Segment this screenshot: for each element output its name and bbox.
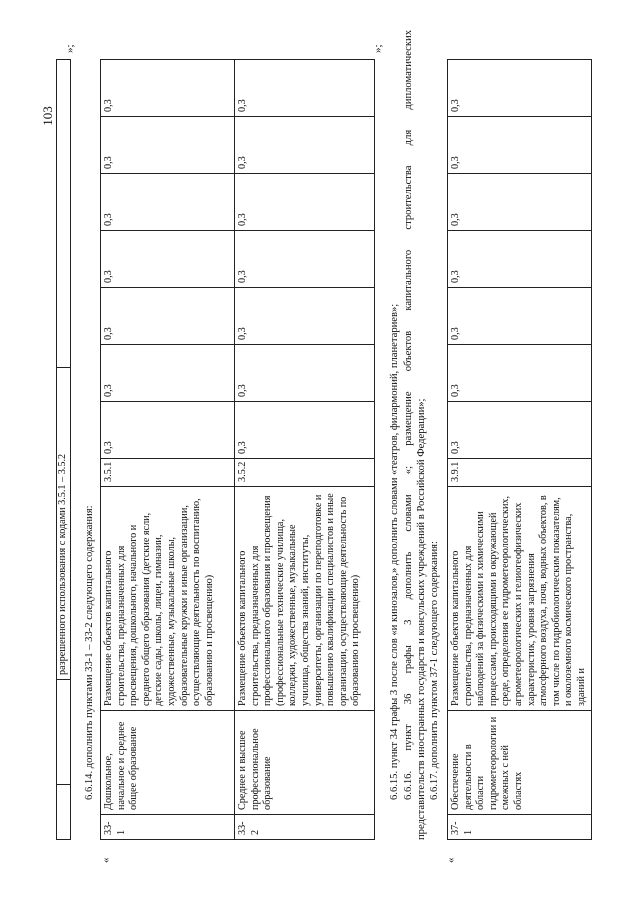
carryover-text: разрешенного использования с кодами 3.5.1 – 3.5.2 [57, 368, 71, 680]
row-value: 0,3 [235, 231, 375, 288]
row-value: 0,3 [101, 288, 235, 345]
row-code: 3.9.1 [448, 459, 592, 487]
row-code: 3.5.2 [235, 459, 375, 487]
row-value: 0,3 [235, 402, 375, 459]
row-value: 0,3 [101, 60, 235, 117]
carryover-table [56, 59, 71, 840]
closing-quote-a: »; [372, 44, 384, 53]
row-code: 3.5.1 [101, 459, 235, 487]
row-value: 0,3 [101, 345, 235, 402]
row-value: 0,3 [235, 174, 375, 231]
row-value: 0,3 [235, 117, 375, 174]
page-number: 103 [40, 106, 55, 126]
row-number: 37-1 [448, 815, 592, 840]
table-37 [447, 59, 592, 840]
item-6-6-14: 6.6.14. дополнить пунктами 33-1 – 33-2 следующего содержания: [84, 505, 95, 800]
row-value: 0,3 [101, 402, 235, 459]
row-description: Размещение объектов капитального строительства, предназначенных для профессионального образования и просвещения (профессиональные технические училища, колледжи, художественные, музыкальные училища, общества знаний, институты, университеты, организации по переподготовке и повышению квалификации специалистов и иные организации, осуществляющие деятельность по образованию и просвещению) [235, 487, 375, 711]
row-value: 0,3 [101, 231, 235, 288]
opening-quote-a: « [100, 857, 112, 863]
row-name: Обеспечение деятельности в области гидрометеорологии и смежных с ней областях [448, 711, 592, 815]
opening-quote-b: « [445, 857, 457, 863]
row-value: 0,3 [448, 402, 592, 459]
row-value: 0,3 [235, 345, 375, 402]
rotated-page-content [50, 30, 595, 875]
row-number: 33-1 [101, 815, 235, 840]
row-description: Размещение объектов капитального строительства, предназначенных для просвещения, дошкольного, начального и среднего общего образования (детские ясли, детские сады, школы, лицеи, гимназии, художественные, музыкальные школы, образовательные кружки и иные организации, осуществляющие деятельность по воспитанию, образованию и просвещению) [101, 487, 235, 711]
row-value: 0,3 [101, 117, 235, 174]
item-6-6-15: 6.6.15. пункт 34 графы 3 после слов «и кинозалов,» дополнить словами «театров, филармоний, планетариев»; [389, 303, 400, 800]
row-value: 0,3 [235, 60, 375, 117]
row-value: 0,3 [448, 231, 592, 288]
row-value: 0,3 [448, 60, 592, 117]
table-row-33-2 [235, 60, 375, 840]
row-value: 0,3 [448, 117, 592, 174]
row-value: 0,3 [101, 174, 235, 231]
table-row-37-1 [448, 60, 592, 840]
row-name: Среднее и высшее профессиональное образование [235, 711, 375, 815]
table-33 [100, 59, 375, 840]
row-value: 0,3 [235, 288, 375, 345]
row-value: 0,3 [448, 345, 592, 402]
row-number: 33-2 [235, 815, 375, 840]
row-value: 0,3 [448, 288, 592, 345]
item-6-6-16: 6.6.16. пункт 36 графы 3 дополнить словами «; размещение объектов капитального строительства для дипломатических [403, 30, 414, 800]
table-row-33-1 [101, 60, 235, 840]
row-description: Размещение объектов капитального строительства, предназначенных для наблюдений за физическими и химическими процессами, происходящими в окружающей среде, определения ее гидрометеорологических, агрометеорологических и гелиогеофизических характеристик, уровня загрязнения атмосферного воздуха, почв, водных объектов, в том числе по гидробиологическим показателям, и околоземного космического пространства, зданий и [448, 487, 592, 711]
row-value: 0,3 [448, 174, 592, 231]
closing-quote-top: »; [64, 44, 76, 53]
item-6-6-17: 6.6.17. дополнить пунктом 37-1 следующего содержания: [429, 541, 440, 800]
row-name: Дошкольное, начальное и среднее общее образование [101, 711, 235, 815]
item-6-6-16-continued: представительств иностранных государств и консульских учреждений в Российской Федерации»; [416, 398, 427, 840]
